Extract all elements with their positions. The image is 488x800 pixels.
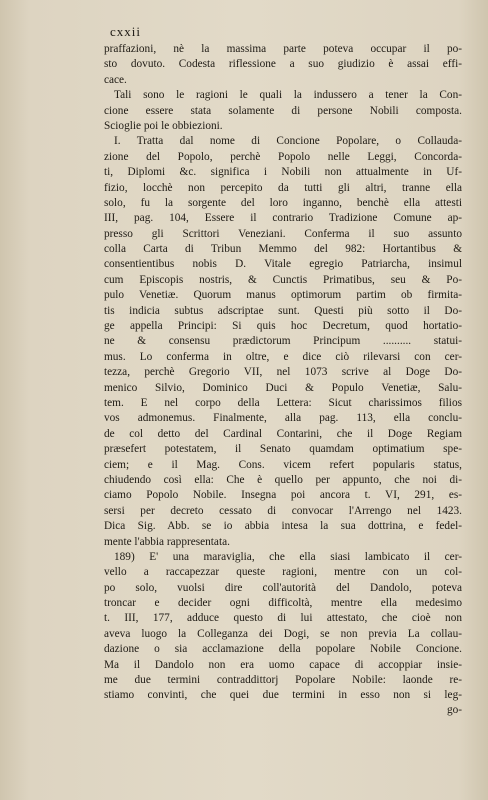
text-line: fizio, locchè non percepito da tutti gli altri, tranne ella [104, 181, 462, 194]
text-line: præsefert potestatem, il Senato quamdam optimatium spe- [104, 443, 462, 456]
text-line: me due termini contraddittorj Popolare Nobile: laonde re- [104, 674, 462, 687]
text-line: mus. Lo conferma in oltre, e dice ciò rilevarsi con cer- [104, 350, 462, 363]
text-line: Dica Sig. Abb. se io abbia intesa la sua dottrina, e fedel- [104, 520, 462, 533]
text-line: Ma il Dandolo non era uomo capace di accoppiar insie- [104, 658, 462, 671]
text-line: colla Carta di Tribun Memmo del 982: Hortantibus & [104, 243, 462, 256]
text-line: ciamo Popolo Nobile. Insegna poi ancora t. VI, 291, es- [104, 489, 462, 502]
page-number: cxxii [110, 24, 141, 39]
text-line: solo, fu la sorgente del loro inganno, benchè ella attesti [104, 196, 462, 209]
text-line: mente l'abbia rappresentata. [104, 535, 230, 548]
text-line: tem. E nel corpo della Lettera: Sicut charissimos filios [104, 396, 462, 409]
text-line: chiudendo così ella: Che è quello per appunto, che noi di- [104, 473, 462, 486]
body-text [104, 42, 462, 704]
text-line: III, pag. 104, Essere il contrario Tradizione Comune ap- [104, 212, 462, 225]
text-line: vos admonemus. Finalmente, alla pag. 113, ella conclu- [104, 412, 462, 425]
text-line: pulo Venetiæ. Quorum manus optimorum partim ob firmita- [104, 289, 462, 302]
text-line: vello a raccapezzar queste ragioni, mentre con un col- [104, 566, 462, 579]
text-line: sersi per decreto cessato di convocar l'Arrengo nel 1423. [104, 504, 462, 517]
text-line: ge appella Principi: Si quis hoc Decretum, quod hortatio- [104, 320, 462, 333]
text-line: Tali sono le ragioni le quali la indussero a tener la Con- [114, 89, 462, 102]
text-line: 189) E' una maraviglia, che ella siasi lambicato il cer- [114, 550, 462, 563]
text-line: stiamo convinti, che quei due termini in esso non si leg- [104, 689, 462, 702]
text-line: ti, Diplomi &c. significa i Nobili non attualmente in Uf- [104, 166, 462, 179]
text-line: tis indicia subtus adscriptae sunt. Questi più sotto il Do- [104, 304, 462, 317]
text-line: ne & consensu prædictorum Principum .......... statui- [104, 335, 462, 348]
text-line: aveva luogo la Colleganza dei Dogi, se non previa La collau- [104, 627, 462, 640]
text-line: cum Episcopis nostris, & Cunctis Primatibus, seu & Po- [104, 273, 462, 286]
text-line: po solo, vuolsi dire coll'autorità del Dandolo, poteva [104, 581, 462, 594]
text-line: cione essere stata solamente di persone Nobili composta. [104, 104, 462, 117]
text-line: praffazioni, nè la massima parte poteva occupar il po- [104, 43, 462, 55]
catchword: go- [446, 703, 462, 716]
text-line: menico Silvio, Dominico Duci & Populo Venetiæ, Salu- [104, 381, 462, 394]
text-line: cace. [104, 73, 127, 86]
text-line: Scioglie poi le obbiezioni. [104, 119, 223, 132]
text-line: de col detto del Cardinal Contarini, che il Doge Regiam [104, 427, 462, 440]
text-line: I. Tratta dal nome di Concione Popolare, o Collauda- [114, 135, 462, 148]
text-line: troncar e decider ogni difficoltà, mentre ella medesimo [104, 597, 462, 610]
text-line: ciem; e il Mag. Cons. vicem refert popularis status, [104, 458, 462, 471]
text-line: zione del Popolo, perchè Popolo nelle Leggi, Concorda- [104, 150, 462, 163]
text-line: dazione o sia acclamazione della popolare Nobile Concione. [104, 643, 462, 656]
text-line: t. III, 177, adduce questo di lui attestato, che cioè non [104, 612, 462, 625]
text-line: sto dovuto. Codesta riflessione a suo giudizio è assai effi- [104, 58, 462, 71]
text-line: presso gli Scrittori Veneziani. Conferma il suo assunto [104, 227, 462, 240]
text-line: consentientibus nobis D. Vitale egregio Patriarcha, insimul [104, 258, 462, 271]
text-line: tezza, perchè Gregorio VII, nel 1073 scrive al Doge Do- [104, 366, 462, 379]
